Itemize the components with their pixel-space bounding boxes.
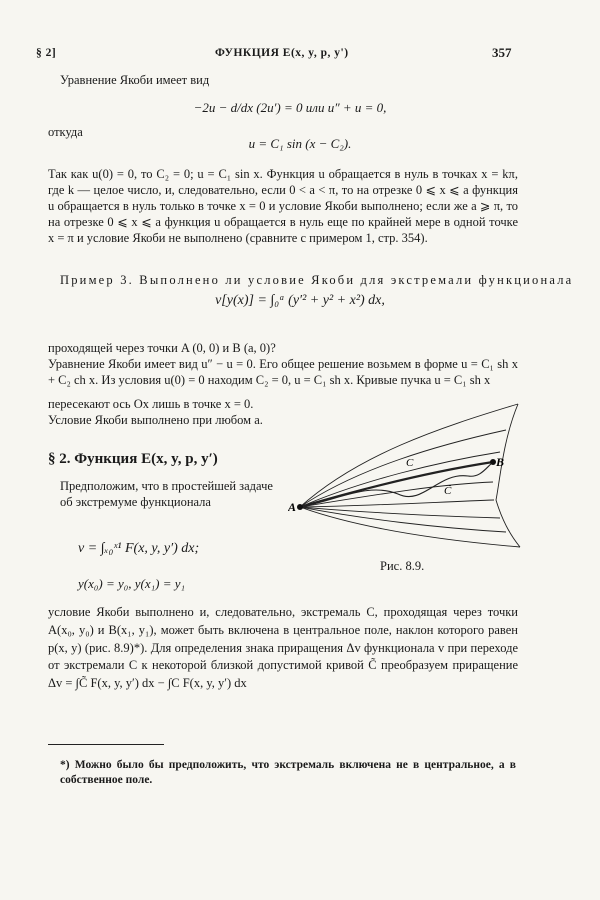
equation-functional-general: v = ∫ₓ₀ˣ¹ F(x, y, y′) dx;: [78, 541, 200, 556]
header-title: ФУНКЦИЯ E(x, y, p, y'): [215, 47, 349, 59]
label-B: B: [496, 455, 505, 469]
label-C: C: [406, 457, 414, 469]
paragraph-jacobi-intro: Уравнение Якоби имеет вид: [60, 73, 210, 87]
paragraph-general-solution: Уравнение Якоби имеет вид u″ − u = 0. Его общее решение возьмем в форме u = C₁ sh x + C₂ ch x. Из условия u(0) = 0 находим C₂ = 0, u = C₁ sh x. Кривые пучка u = C₁ sh x: [48, 357, 518, 387]
equation-solution: u = C₁ sin (x − C₂).: [248, 136, 352, 151]
page-number: 357: [492, 45, 512, 60]
example-3-heading: Пример 3. Выполнено ли условие Якоби для экстремали функционала: [60, 273, 574, 287]
paragraph-conclusion: пересекают ось Ox лишь в точке x = 0. Условие Якоби выполнено при любом a.: [48, 397, 263, 427]
paragraph-suppose: Предположим, что в простейшей задаче об экстремуме функционала: [60, 479, 273, 509]
field-curve-4: [300, 482, 493, 507]
field-curve-1: [300, 404, 518, 507]
label-A: A: [288, 500, 297, 514]
point-A: [297, 504, 303, 510]
field-boundary-right: [496, 404, 520, 547]
section-title: § 2. Функция E(x, y, p, y′): [48, 451, 218, 467]
equation-jacobi: −2u − d/dx (2u′) = 0 или u″ + u = 0,: [193, 100, 387, 115]
figure-caption: Рис. 8.9.: [380, 559, 425, 573]
field-curve-7: [300, 507, 506, 532]
equation-functional: v[y(x)] = ∫₀ᵃ (y′² + y² + x²) dx,: [215, 293, 385, 308]
label-C-tilde: C̃: [444, 485, 452, 497]
word-otkuda: откуда: [48, 125, 83, 139]
paragraph-analysis: Так как u(0) = 0, то C₂ = 0; u = C₁ sin x. Функция u обращается в нуль в точках x = kπ, где k — целое число, и, следовательно, если 0 < a < π, то на отрезке 0 ⩽ x ⩽ a функция u обращается в нуль только в точке x = 0 и условие Якоби выполнено; если же a ⩾ π, то на отрезке 0 ⩽ x ⩽ a функция u обращается в нуль еще по крайней мере в одной точке x = π и условие Якоби не выполнено (сравните с примером 1, стр. 354).: [48, 167, 518, 245]
footnote-rule: [48, 744, 164, 745]
figure-central-field: [288, 400, 538, 550]
header-section: § 2]: [36, 47, 57, 59]
field-curve-5: [300, 500, 494, 507]
paragraph-points: проходящей через точки A (0, 0) и B (a, 0)?: [48, 341, 276, 355]
footnote: *) Можно было бы предположить, что экстремаль включена не в центральное, а в собственное поле.: [60, 759, 516, 786]
paragraph-central-field: условие Якоби выполнено и, следовательно, экстремаль C, проходящая через точки A(x₀, y₀) и B(x₁, y₁), может быть включена в центральное поле, наклон которого равен p(x, y) (рис. 8.9)*). Для определения знака приращения Δv функционала v при переходе от экстремали C к некоторой близкой допустимой кривой C̃ преобразуем приращение Δv = ∫C̃ F(x, y, y′) dx − ∫C F(x, y, y′) dx: [48, 605, 518, 690]
equation-boundary: y(x₀) = y₀, y(x₁) = y₁: [78, 576, 186, 591]
